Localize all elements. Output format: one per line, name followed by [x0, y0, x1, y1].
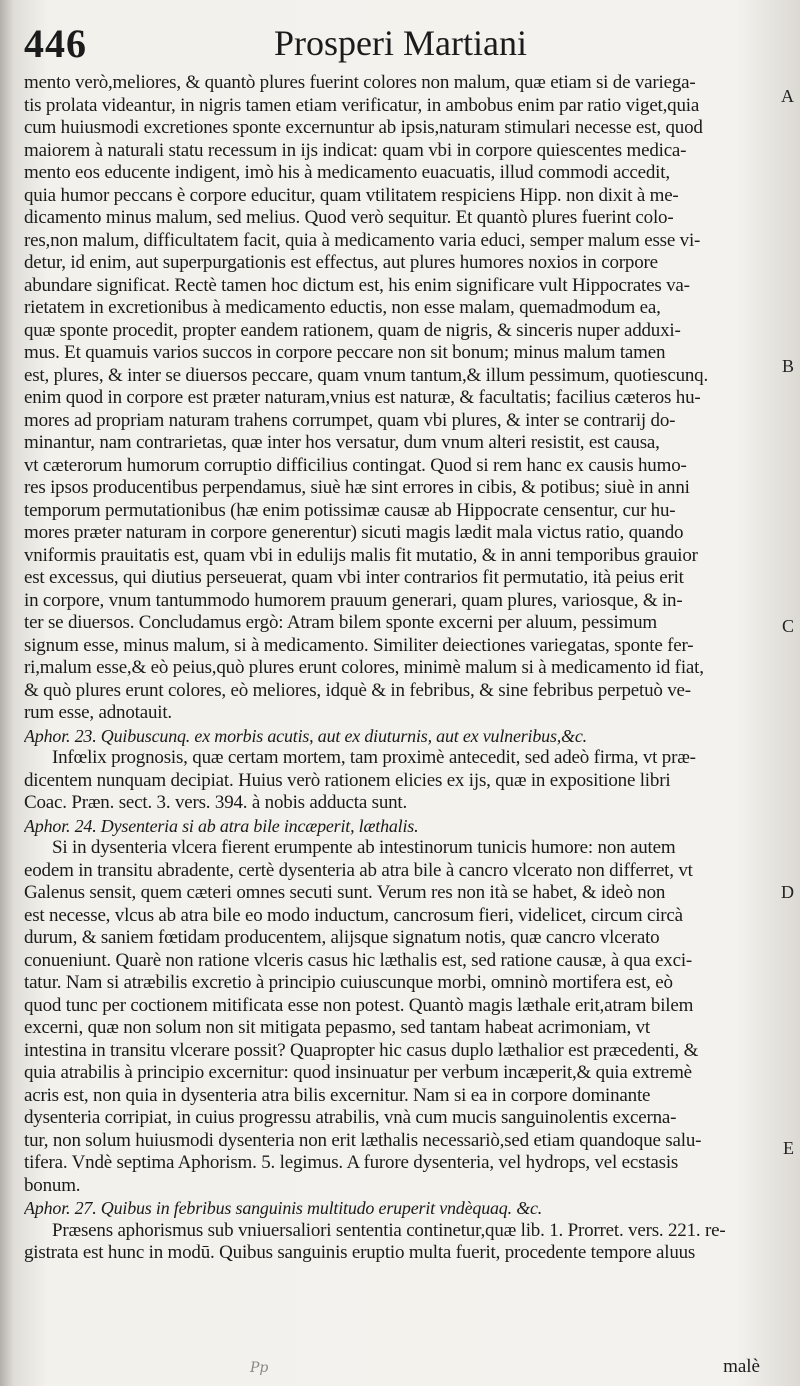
text-line: ri,malum esse,& eò peius,quò plures erunt colores, minimè malum si à medicamento id fiat, [24, 657, 704, 678]
text-line: acris est, non quia in dysenteria atra bilis excernitur. Nam si ea in corpore dominante [24, 1084, 651, 1106]
text-line: signum esse, minus malum, si à medicamento. Similiter deiectiones variegatas, sponte fer- [24, 634, 694, 656]
text-line: mores ad propriam naturam trahens corrumpet, quam vbi plures, & inter se contrarij do- [24, 409, 676, 431]
margin-letter-d: D [781, 882, 794, 902]
text-line: intestina in transitu vlcerare possit? Quapropter hic casus duplo læthalior est præcedenti, & [24, 1039, 699, 1061]
page-header [24, 16, 724, 76]
text-line: Præsens aphorismus sub vniuersaliori sententia continetur,quæ lib. 1. Prorret. vers. 221. re- [52, 1219, 726, 1241]
text-line: in corpore, vnum tantummodo humorem prauum generari, quam plures, variosque, & in- [24, 589, 683, 611]
text-line: res ipsos producentibus perpendamus, siuè hæ sint errores in cibis, & potibus; siuè in anni [24, 477, 690, 498]
text-line: conueniunt. Quarè non ratione vlceris casus hic læthalis est, sed ratione causæ, à qua exci- [24, 949, 693, 971]
text-line: bonum. [24, 1174, 81, 1196]
text-line: maiorem à naturali statu recessum in ijs indicat: quam vbi in corpore quiescentes medica- [24, 139, 687, 161]
text-line: quia humor peccans è corpore educitur, quam vtilitatem respiciens Hipp. non dixit à me- [24, 184, 679, 206]
signature-mark: Pp [250, 1360, 269, 1376]
margin-letter-e: E [783, 1138, 794, 1158]
text-line: enim quod in corpore est præter naturam,vnius est naturæ, & facultatis; facilius cæteros hu- [24, 387, 701, 408]
catchword: malè [723, 1356, 760, 1377]
text-line: Coac. Præn. sect. 3. vers. 394. à nobis adducta sunt. [24, 792, 408, 813]
margin-letter-a: A [781, 86, 794, 106]
text-line: eodem in transitu abradente, certè dysenteria ab atra bile à cancro vlcerato non differret, vt [24, 859, 693, 881]
text-line: rietatem in excretionibus à medicamento eductis, non esse malam, quemadmodum ea, [24, 297, 661, 318]
text-line: tis prolata videantur, in nigris tamen etiam verificatur, in ambobus enim par ratio viget,quia [24, 94, 700, 116]
text-line: Infœlix prognosis, quæ certam mortem, tam proximè antecedit, sed adeò firma, vt præ- [52, 747, 696, 768]
text-line: est necesse, vlcus ab atra bile eo modo inductum, cancrosum fieri, videlicet, circum circà [24, 904, 683, 926]
text-line: temporum permutationibus (hæ enim potissimæ causæ ab Hippocrate censentur, cur hu- [24, 499, 676, 521]
text-line: quæ sponte procedit, propter eandem rationem, quam de nigris, & sinceris nuper adduxi- [24, 319, 681, 341]
page-number: 446 [24, 21, 87, 66]
text-line: durum, & saniem fœtidam producentem, alijsque signatum notis, quæ cancro vlcerato [24, 927, 660, 948]
text-line: & quò plures erunt colores, eò meliores, idquè & in febribus, & sine febribus perpetuò ve- [24, 679, 691, 701]
text-line: est, plures, & inter se diuersos peccare, quam vnum tantum,& illum pessimum, quotiescunq. [24, 364, 709, 386]
margin-letter-b: B [781, 356, 794, 376]
text-line: mus. Et quamuis varios succos in corpore peccare non sit bonum; minus malum tamen [24, 342, 666, 363]
text-line: minantur, nam contrarietas, quæ inter hos versatur, dum vnum alteri resistit, est causa, [24, 432, 660, 453]
text-line: dicamento minus malum, sed melius. Quod verò sequitur. Et quantò plures fuerint colo- [24, 207, 674, 228]
margin-letter-c: C [781, 616, 794, 636]
body-text [24, 72, 776, 1265]
text-line: dysenteria corripiat, in cuius progressu atrabilis, vnà cum mucis sanguinolentis excerna- [24, 1107, 677, 1128]
text-line: vniformis prauitatis est, quam vbi in edulijs malis fit mutatio, & in anni temporibus grauior [24, 544, 698, 566]
text-line: mento eos educente indigent, imò his à medicamento euacuatis, illud commodi accedit, [24, 162, 670, 183]
text-line: est excessus, qui diutius perseuerat, quam vbi inter contrarios fit permutatio, ità peius erit [24, 567, 684, 588]
aphorism-heading: Aphor. 27. Quibus in febribus sanguinis multitudo eruperit vndèquaq. &c. [24, 1198, 543, 1218]
text-line: Galenus sensit, quem cæteri omnes secuti sunt. Verum res non ità se habet, & ideò non [24, 882, 666, 903]
text-line: Si in dysenteria vlcera fierent erumpente ab intestinorum tunicis humore: non autem [52, 837, 676, 858]
text-line: tur, non solum huiusmodi dysenteria non erit læthalis necessariò,sed etiam quandoque salu- [24, 1129, 702, 1151]
text-line: mento verò,meliores, & quantò plures fuerint colores non malum, quæ etiam si de variega- [24, 72, 696, 93]
text-line: gistrata est hunc in modū. Quibus sanguinis eruptio multa fuerit, procedente tempore aluus [24, 1242, 696, 1263]
aphorism-heading: Aphor. 23. Quibuscunq. ex morbis acutis, aut ex diuturnis, aut ex vulneribus,&c. [24, 725, 587, 746]
text-line: rum esse, adnotauit. [24, 702, 172, 723]
text-line: excerni, quæ non solum non sit mitigata pepasmo, sed tantam habeat acrimoniam, vt [24, 1017, 650, 1038]
text-line: quia atrabilis à principio excernitur: quod insinuatur per verbum incæperit,& quia extremè [24, 1062, 692, 1083]
text-line: mores præter naturam in corpore generentur) sicuti magis lædit mala victus ratio, quando [24, 522, 684, 543]
text-line: dicentem nunquam decipiat. Huius verò rationem elicies ex ijs, quæ in expositione libri [24, 769, 671, 791]
text-line: tatur. Nam si atræbilis excretio à principio cuiuscunque morbi, omninò mortifera est, eò [24, 972, 673, 993]
text-line: res,non malum, difficultatem facit, quia à medicamento varia educi, semper malum esse vi- [24, 229, 701, 251]
running-title: Prosperi Martiani [274, 23, 527, 63]
gutter-shadow [0, 0, 14, 1386]
text-line: cum huiusmodi excretiones sponte excernuntur ab ipsis,naturam stimulari necesse est, quod [24, 117, 703, 138]
text-line: abundare significat. Rectè tamen hoc dictum est, his enim significare vult Hippocrates va- [24, 274, 690, 296]
text-line: tifera. Vndè septima Aphorism. 5. legimus. A furore dysenteria, vel hydrops, vel ecstasis [24, 1152, 679, 1173]
text-line: vt cæterorum humorum corruptio difficilius contingat. Quod si rem hanc ex causis humo- [24, 454, 687, 476]
text-line: ter se diuersos. Concludamus ergò: Atram bilem sponte excerni per aluum, pessimum [24, 612, 658, 633]
text-line: quod tunc per coctionem mitificata esse non potest. Quantò magis læthale erit,atram bilem [24, 994, 694, 1016]
text-line: detur, id enim, aut superpurgationis est effectus, aut plures humores noxios in corpore [24, 252, 658, 273]
aphorism-heading: Aphor. 24. Dysenteria si ab atra bile incæperit, læthalis. [24, 815, 419, 836]
